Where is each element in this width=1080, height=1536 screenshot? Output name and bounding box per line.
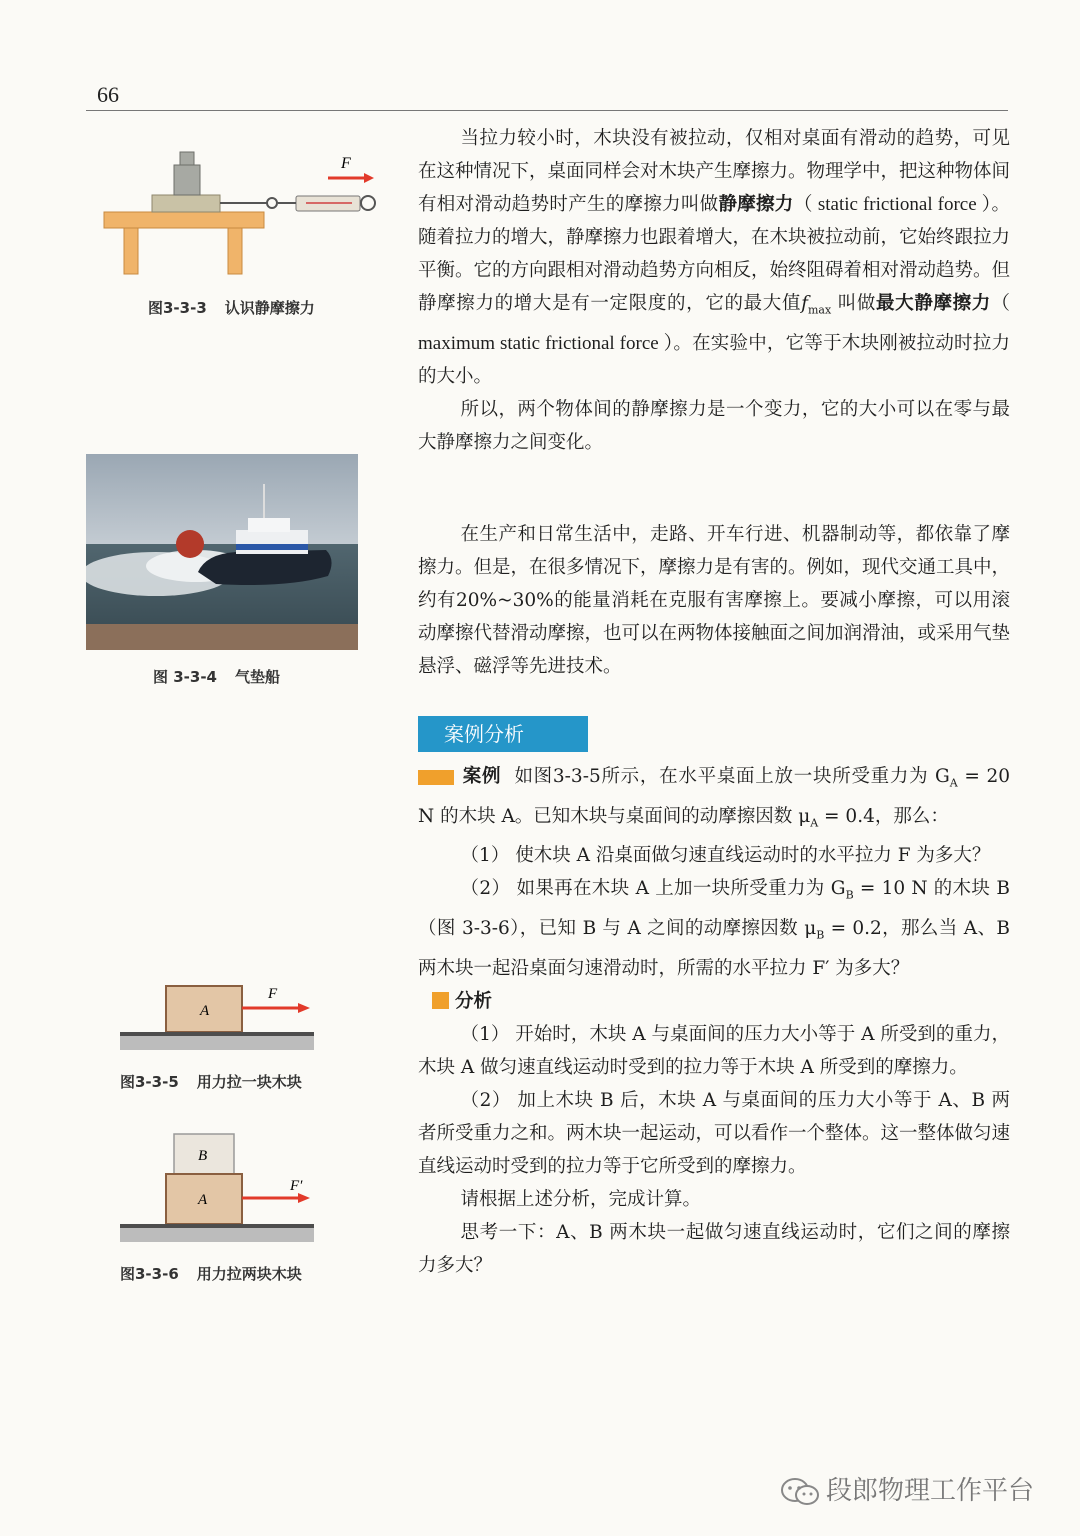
analysis-marker-icon	[432, 992, 449, 1009]
figure-3-3-4-photo	[86, 454, 358, 650]
analysis-heading	[418, 985, 1010, 1018]
caption-3-3-3-text: 认识静摩擦力	[224, 299, 315, 317]
analysis-2: （2） 加上木块 B 后，木块 A 与桌面间的压力大小等于 A、B 两者所受重力之和。两木块一起运动，可以看作一个整体。这一整体做匀速直线运动时受到的拉力等于它所受到的摩擦力。	[418, 1089, 1011, 1177]
q2-sub-1: B	[845, 889, 854, 903]
fig335-block-label: A	[200, 1003, 210, 1019]
case-intro	[418, 760, 1010, 839]
analysis-1: （1） 开始时，木块 A 与桌面间的压力大小等于 A 所受到的重力，木块 A 做匀速直线运动时受到的拉力等于木块 A 所受到的摩擦力。	[418, 1023, 1010, 1078]
static-friction-section	[418, 122, 1010, 459]
paragraph-variable-force: 所以，两个物体间的静摩擦力是一个变力，它的大小可以在零与最大静摩擦力之间变化。	[418, 398, 1010, 453]
term-static-friction-en: （ static frictional force ）	[793, 194, 992, 215]
watermark	[780, 1470, 1034, 1507]
caption-3-3-4-number: 图 3-3-4	[153, 668, 217, 686]
case-intro-sub-2: A	[810, 816, 819, 830]
caption-3-3-6-number: 图3-3-6	[120, 1265, 179, 1283]
caption-3-3-3	[148, 297, 333, 318]
p1-part1: 当拉力较小时，木块没有被拉动，仅相对桌面有滑动的趋势，可见在这种情况下，桌面同样会对木块产生摩擦力。物理学中，把这种物体间有相对滑动趋势时产生的摩擦力叫做	[418, 128, 1011, 215]
page-number: 66	[97, 82, 119, 107]
q2-part-a: （2） 如果再在木块 A 上加一块所受重力为 G	[460, 878, 846, 900]
term-static-friction: 静摩擦力	[718, 194, 794, 215]
caption-3-3-5-number: 图3-3-5	[120, 1073, 179, 1091]
p1-part2: 。随着拉力的增大，静摩擦力也跟着增大，在木块被拉动前，它始终跟拉力平衡。它的方向跟相对滑动趋势方向相反，始终阻碍着相对滑动趋势。但静摩擦力的增大是有一定限度的，它的最大值	[418, 194, 1011, 314]
case-question-1: （1） 使木块 A 沿桌面做匀速直线运动时的水平拉力 F 为多大？	[460, 845, 991, 867]
case-intro-1: 如图3-3-5所示，在水平桌面上放一块所受重力为 G	[514, 766, 950, 787]
case-section	[418, 760, 1010, 1282]
case-question-2	[418, 872, 1010, 984]
fig336-bottom-block-label: A	[198, 1192, 208, 1208]
q2-part-b: = 10 N 的木块 B（图 3-3-6），已知 B 与 A 之间的动摩擦因数 μ	[418, 878, 1010, 940]
caption-3-3-6-text: 用力拉两块木块	[196, 1265, 302, 1283]
p1-part3: 叫做	[831, 293, 877, 314]
caption-3-3-3-number: 图3-3-3	[148, 299, 207, 317]
term-max-static-friction: 最大静摩擦力	[876, 293, 991, 314]
caption-3-3-4-text: 气垫船	[235, 668, 281, 686]
q2-sub-2: B	[816, 928, 825, 942]
fig333-force-label: F	[341, 155, 351, 172]
section-title-case-analysis: 案例分析	[418, 716, 588, 752]
analysis-3: 请根据上述分析，完成计算。	[460, 1188, 702, 1210]
analysis-label: 分析	[455, 990, 493, 1012]
watermark-text: 段郎物理工作平台	[826, 1476, 1035, 1506]
caption-3-3-4	[153, 666, 298, 687]
figure-3-3-6	[118, 1130, 318, 1246]
case-intro-sub-1: A	[949, 776, 958, 790]
case-label: 案例	[462, 766, 502, 787]
fig336-force-label: F′	[290, 1178, 303, 1194]
paragraph-harmful-friction	[418, 518, 1010, 683]
fig335-force-label: F	[268, 986, 278, 1002]
paragraph-static-friction	[418, 122, 1010, 393]
header-rule	[86, 110, 1008, 111]
term-max-static-friction-en: （ maximum static frictional force ）	[418, 293, 1010, 354]
caption-3-3-5-text: 用力拉一块木块	[196, 1073, 302, 1091]
p1-part4: 。在实验中，它等于木块刚被拉动时拉力的大小。	[418, 332, 1010, 387]
q2-part-c: = 0.2，那么当 A、B 两木块一起沿桌面匀速滑动时，所需的水平拉力 F′ 为多大？	[418, 918, 1010, 979]
think-question: 思考一下：A、B 两木块一起做匀速直线运动时，它们之间的摩擦力多大？	[418, 1221, 1010, 1276]
fmax-symbol: f	[801, 293, 808, 314]
caption-3-3-5	[120, 1071, 320, 1092]
case-intro-2: = 20 N 的木块 A。已知木块与桌面间的动摩擦因数 μ	[418, 766, 1010, 827]
wechat-icon	[780, 1477, 820, 1507]
figure-3-3-3	[96, 140, 386, 280]
figure-3-3-5	[118, 978, 318, 1052]
fmax-subscript: max	[807, 303, 832, 317]
fig336-top-block-label: B	[198, 1148, 208, 1164]
paragraph-harmful-friction-text: 在生产和日常生活中，走路、开车行进、机器制动等，都依靠了摩擦力。但是，在很多情况下，摩擦力是有害的。例如，现代交通工具中，约有20%~30%的能量消耗在克服有害摩擦上。要减小摩擦，可以用滚动摩擦代替滑动摩擦，也可以在两物体接触面之间加润滑油，或采用气垫悬浮、磁浮等先进技术。	[418, 524, 1011, 677]
case-intro-3: = 0.4，那么：	[818, 805, 949, 827]
caption-3-3-6	[120, 1263, 320, 1284]
case-marker-icon	[418, 770, 454, 785]
